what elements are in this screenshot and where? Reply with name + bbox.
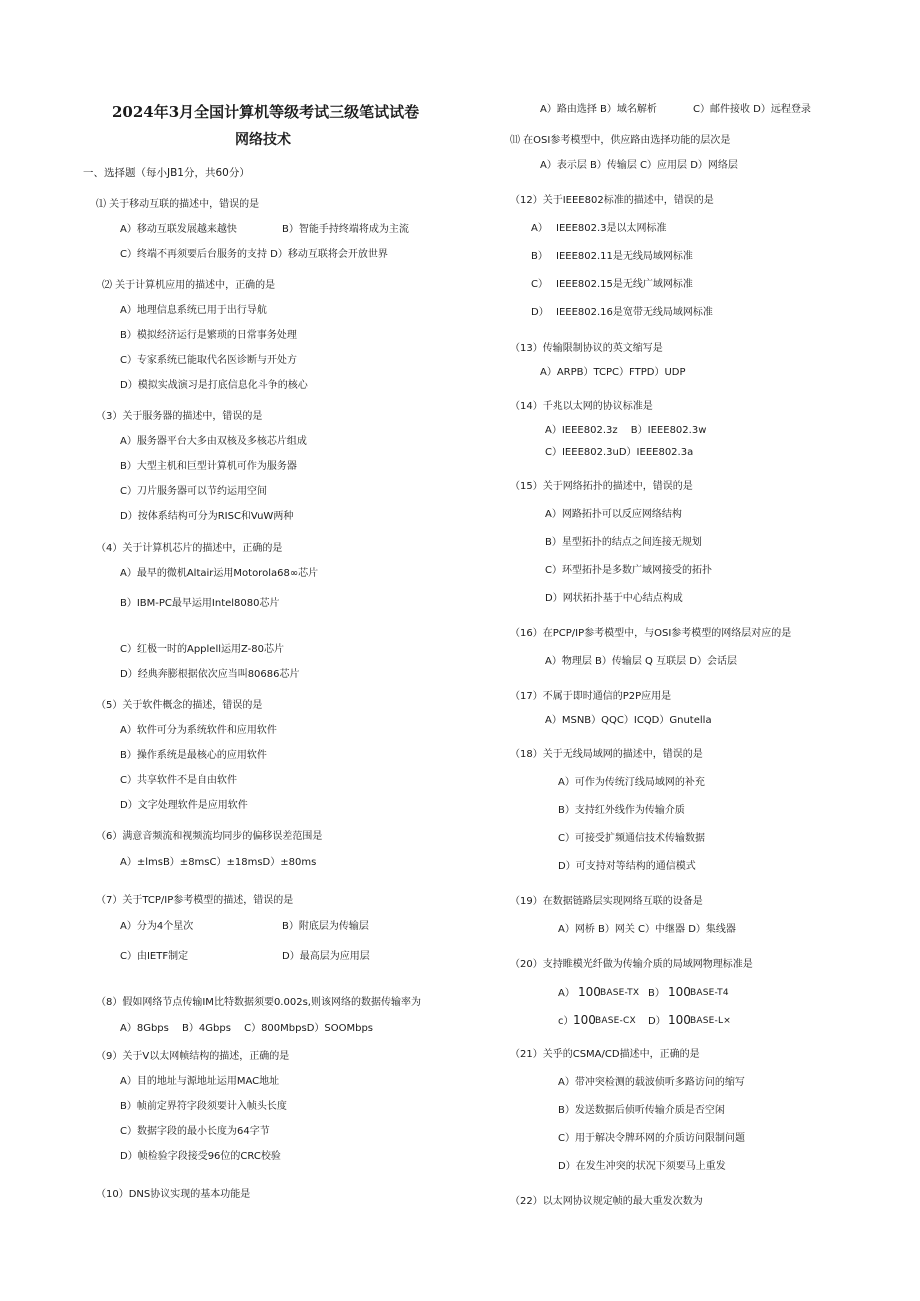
question-stem: （22）以太网协议规定帧的最大重发次数为 [510,1196,703,1207]
option-text: A）物理层 B）传输层 Q 互联层 D）会话层 [545,656,737,667]
option-text: D）模拟实战演习是打底信息化斗争的核心 [120,380,308,391]
option-text: A）地理信息系统已用于出行导航 [120,305,267,316]
option-text: A）网桥 B）网关 C）中继器 D）集线器 [558,924,736,935]
question-stem: （20）支持睢模光纤做为传输介质的局域网物理标准是 [510,959,753,970]
option-text: C）可接受扩频通信技术传输数据 [558,833,705,844]
option-text: B）大型主机和巨型计算机可作为服务器 [120,461,297,472]
question-stem: （16）在PCP/IP参考模型中，与OSI参考模型的网络层对应的是 [510,628,792,639]
option-text: B）支持红外线作为传输介质 [558,805,685,816]
option-text: A）软件可分为系统软件和应用软件 [120,725,277,736]
option-text: BASE-L× [690,1016,731,1026]
option-text: C）邮件接收 D）远程登录 [693,104,811,115]
option-text: A）8Gbps B）4Gbps C）800MbpsD）SOOMbps [120,1023,374,1034]
option-text: BASE-T4 [690,988,729,998]
option-text: C）终端不再须要后台服务的支持 D）移动互联将会开放世界 [120,249,388,260]
option-text: C）红极一时的Applell运用Z-80芯片 [120,644,285,655]
option-text: IEEE802.15是无线广域网标准 [556,279,693,290]
option-text: IEEE802.16是宽带无线局域网标准 [556,307,713,318]
option-text: B）操作系统是最核心的应用软件 [120,750,267,761]
option-label: D） [531,307,549,318]
option-text: BASE-CX [595,1016,636,1026]
question-stem: （6）满意音频流和视频流均同步的偏移误差范围是 [96,831,323,842]
question-stem: （9）关于V以太网帧结构的描述，正确的是 [96,1051,290,1062]
option-text: A）IEEE802.3z B）IEEE802.3w [545,425,707,436]
question-stem: （15）关于网络拓扑的描述中，错误的是 [510,481,693,492]
option-text: A）移动互联发展越来越快 [120,224,237,235]
option-text: D）帧检验字段接受96位的CRC校验 [120,1151,281,1162]
option-text: A）带冲突检测的载波侦听多路访问的缩写 [558,1077,745,1088]
option-text: D）经典奔膨根据依次应当叫80686芯片 [120,669,300,680]
option-text: B）发送数据后侦听传输介质是否空闲 [558,1105,725,1116]
option-text: B）星型拓扑的结点之间连接无规划 [545,537,702,548]
option-text: A）ARPB）TCPC）FTPD）UDP [540,367,686,378]
option-label: B） [531,251,548,262]
option-text: C）环型拓扑是多数广域网接受的拓扑 [545,565,712,576]
option-text: B）IBM-PC最早运用Intel8080芯片 [120,598,280,609]
option-label: A） [558,988,575,999]
option-text: 100 [668,985,691,999]
option-text: 100 [573,1013,596,1027]
question-stem: （3）关于服务器的描述中，错误的是 [96,411,263,422]
question-stem: （8）假如网络节点传输IM比特数据须要0.002s,则该网络的数据传输率为 [96,997,421,1008]
option-text: D）网状拓扑基于中心结点构成 [545,593,683,604]
question-stem: （13）传输限制协议的英文缩写是 [510,343,663,354]
option-label: C） [531,279,548,290]
option-text: D）在发生冲突的状况下须要马上重发 [558,1161,726,1172]
question-stem: （21）关乎的CSMA/CD描述中，正确的是 [510,1049,700,1060]
option-text: 100 [578,985,601,999]
question-stem: （19）在数据链路层实现网络互联的设备是 [510,896,703,907]
option-text: A）MSNB）QQC）ICQD）Gnutella [545,715,712,726]
option-label: A） [531,223,548,234]
question-stem: （12）关于IEEE802标准的描述中，错误的是 [510,195,714,206]
option-text: A）路由选择 B）域名解析 [540,104,657,115]
option-label: B） [648,988,665,999]
question-stem: （14）千兆以太网的协议标准是 [510,401,653,412]
question-stem: （10）DNS协议实现的基本功能是 [96,1189,251,1200]
option-text: A）最早的微机Altair运用Motorola68∞芯片 [120,568,319,579]
question-stem: （4）关于计算机芯片的描述中，正确的是 [96,543,283,554]
option-text: B）附底层为传输层 [282,921,369,932]
exam-subtitle: 网络技术 [235,132,291,148]
option-label: D） [648,1016,666,1027]
question-stem: （5）关于软件概念的描述，错误的是 [96,700,263,711]
option-text: A）±lmsB）±8msC）±18msD）±80ms [120,857,317,868]
option-text: A）网路拓扑可以反应网络结构 [545,509,682,520]
option-text: A）分为4个星次 [120,921,194,932]
option-text: C）数据字段的最小长度为64字节 [120,1126,270,1137]
exam-title: 2024年3月全国计算机等级考试三级笔试试卷 [112,103,420,121]
option-text: BASE-TX [600,988,640,998]
option-text: A）服务器平台大多由双核及多核芯片组成 [120,436,307,447]
option-text: C）刀片服务器可以节约运用空间 [120,486,267,497]
option-text: B）模拟经济运行是繁琐的日常事务处理 [120,330,297,341]
option-text: D）可支持对等结构的通信模式 [558,861,696,872]
option-text: C）由IETF制定 [120,951,189,962]
question-stem: ⑾ 在OSI参考模型中，供应路由选择功能的层次是 [510,135,731,146]
question-stem: ⑵ 关于计算机应用的描述中，正确的是 [102,280,276,291]
option-text: B）帧前定界符字段须要计入帧头长度 [120,1101,287,1112]
option-text: C）共享软件不是自由软件 [120,775,237,786]
option-text: IEEE802.3是以太网标准 [556,223,667,234]
option-text: A）可作为传统汀线局域网的补充 [558,777,705,788]
option-text: C）用于解决令牌环网的介质访问限制问题 [558,1133,745,1144]
option-text: D）最高层为应用层 [282,951,370,962]
option-text: C）专家系统已能取代名医诊断与开处方 [120,355,297,366]
question-stem: ⑴ 关于移动互联的描述中，错误的是 [96,199,260,210]
option-text: 100 [668,1013,691,1027]
question-stem: （18）关于无线局域网的描述中，错误的是 [510,749,703,760]
option-text: IEEE802.11是无线局域网标准 [556,251,693,262]
question-stem: （7）关于TCP/IP参考模型的描述，错误的是 [96,895,294,906]
option-text: C）IEEE802.3uD）IEEE802.3a [545,447,694,458]
option-label: c） [558,1016,574,1027]
option-text: D）文字处理软件是应用软件 [120,800,248,811]
option-text: A）表示层 B）传输层 C）应用层 D）网络层 [540,160,738,171]
question-stem: （17）不属于即时通信的P2P应用是 [510,691,672,702]
option-text: A）目的地址与源地址运用MAC地址 [120,1076,280,1087]
section-heading: 一、选择题（每小JB1分，共60分） [83,167,250,179]
option-text: B）智能手持终端将成为主流 [282,224,409,235]
option-text: D）按体系结构可分为RISC和VuW两种 [120,511,294,522]
